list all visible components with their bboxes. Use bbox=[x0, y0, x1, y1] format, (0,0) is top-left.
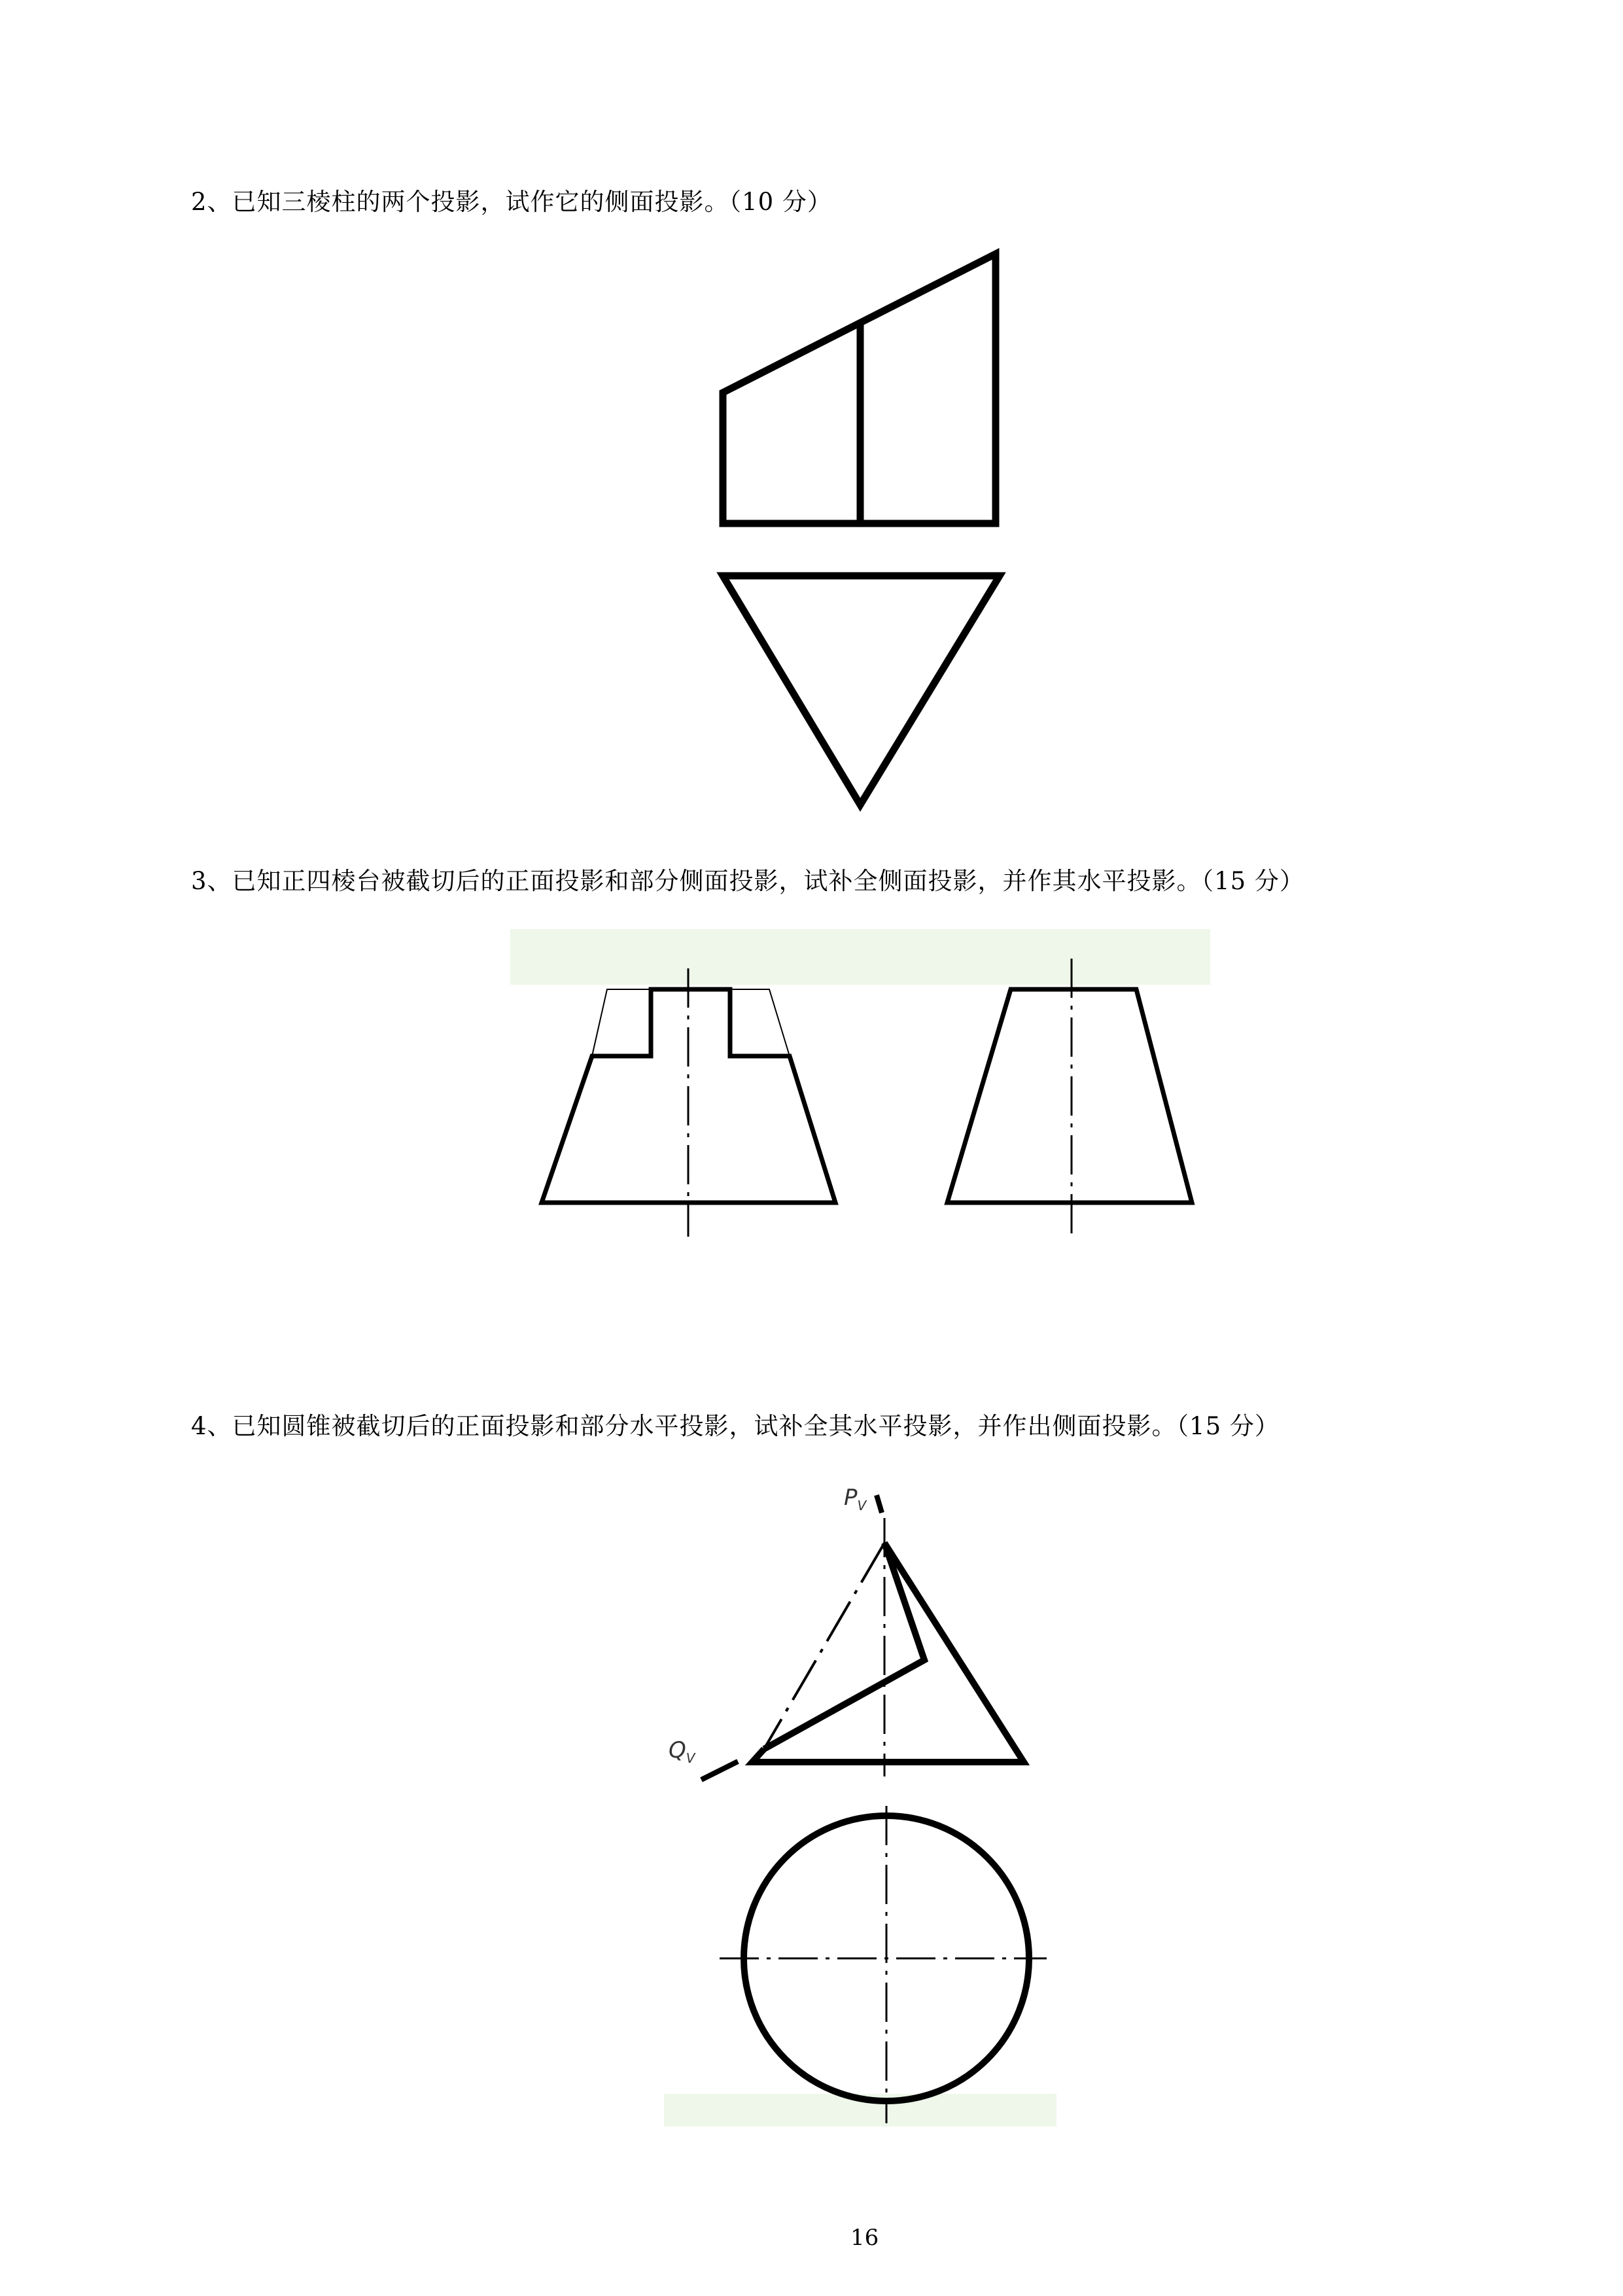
frustum-front-view-thin bbox=[592, 989, 790, 1056]
frustum-side-view bbox=[947, 989, 1192, 1203]
plane-p-trace bbox=[877, 1495, 882, 1513]
plane-q-trace bbox=[701, 1761, 738, 1780]
pv-label: $P_V$ bbox=[844, 1485, 867, 1513]
cone-front-view bbox=[752, 1543, 1024, 1762]
question-3-text: 3、已知正四棱台被截切后的正面投影和部分侧面投影，试补全侧面投影，并作其水平投影。（15 分） bbox=[191, 867, 1304, 895]
cone-projections bbox=[654, 1466, 1086, 2153]
triangular-prism-projections bbox=[687, 236, 1027, 824]
page-number: 16 bbox=[850, 2225, 879, 2251]
qv-label: $Q_V$ bbox=[669, 1737, 695, 1766]
frustum-projections bbox=[510, 929, 1210, 1243]
figure-background bbox=[510, 929, 1210, 985]
question-4-text: 4、已知圆锥被截切后的正面投影和部分水平投影，试补全其水平投影，并作出侧面投影。（15 分） bbox=[191, 1412, 1280, 1440]
prism-top-view bbox=[723, 576, 1000, 805]
question-2-text: 2、已知三棱柱的两个投影，试作它的侧面投影。（10 分） bbox=[191, 188, 832, 216]
